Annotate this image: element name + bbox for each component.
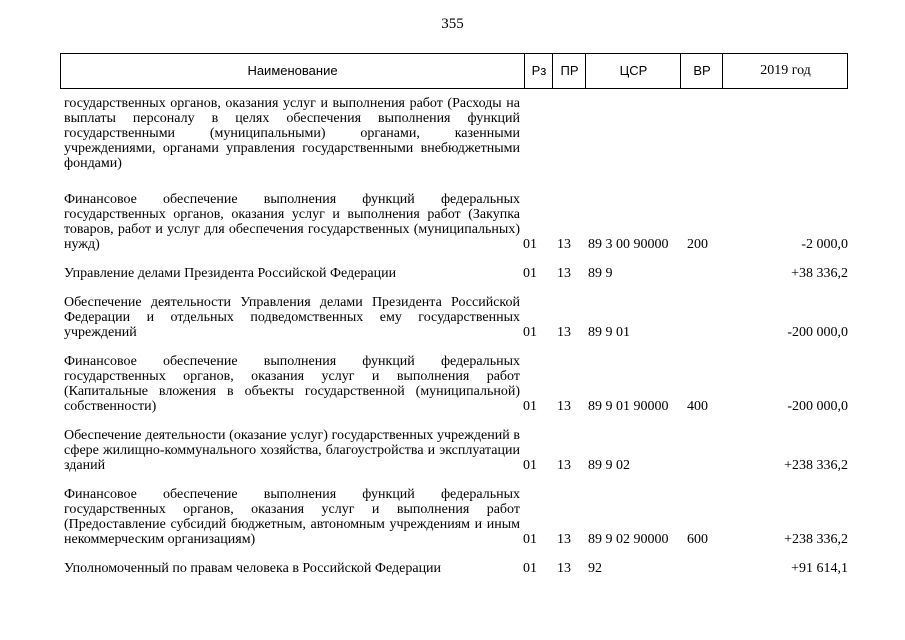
row-rz: 01 (523, 325, 537, 340)
row-vr: 200 (687, 237, 708, 252)
row-rz: 01 (523, 399, 537, 414)
table-row (0, 96, 905, 171)
row-rz: 01 (523, 266, 537, 281)
row-amount: +91 614,1 (791, 561, 848, 576)
row-pr: 13 (557, 266, 571, 281)
table-row (0, 428, 905, 473)
row-csr: 89 9 02 90000 (588, 532, 669, 547)
row-name: государственных органов, оказания услуг и выполнения работ (Расходы на выплаты персоналу в целях обеспечения выполнения функций государственными (муниципальными) органами, казенными учреждениями, органами управления государственными внебюджетными фондами) (64, 96, 520, 171)
row-rz: 01 (523, 561, 537, 576)
row-rz: 01 (523, 237, 537, 252)
table-header (60, 53, 848, 89)
row-csr: 89 9 01 (588, 325, 630, 340)
row-csr: 92 (588, 561, 602, 576)
header-csr: ЦСР (585, 54, 681, 88)
row-name: Обеспечение деятельности (оказание услуг) государственных учреждений в сфере жилищно-коммунального хозяйства, благоустройства и эксплуатации зданий (64, 428, 520, 473)
table-body (0, 96, 905, 590)
row-amount: +238 336,2 (784, 532, 848, 547)
table-row (0, 266, 905, 281)
header-year: 2019 год (722, 54, 848, 88)
row-amount: -200 000,0 (787, 399, 848, 414)
row-rz: 01 (523, 458, 537, 473)
table-row (0, 295, 905, 340)
table-row (0, 561, 905, 576)
row-csr: 89 9 (588, 266, 613, 281)
row-amount: -200 000,0 (787, 325, 848, 340)
row-name: Финансовое обеспечение выполнения функций федеральных государственных органов, оказания услуг и выполнения работ (Предоставление субсидий бюджетным, автономным учреждениям и иным некоммерческим организациям) (64, 487, 520, 547)
table-row (0, 192, 905, 252)
row-pr: 13 (557, 399, 571, 414)
row-pr: 13 (557, 237, 571, 252)
header-name: Наименование (247, 63, 338, 78)
table-row (0, 354, 905, 414)
row-amount: -2 000,0 (801, 237, 848, 252)
row-vr: 600 (687, 532, 708, 547)
header-vr: ВР (680, 54, 723, 88)
row-rz: 01 (523, 532, 537, 547)
table-row (0, 487, 905, 547)
row-name: Уполномоченный по правам человека в Российской Федерации (64, 561, 442, 576)
row-pr: 13 (557, 325, 571, 340)
row-pr: 13 (557, 532, 571, 547)
row-name: Финансовое обеспечение выполнения функций федеральных государственных органов, оказания услуг и выполнения работ (Капитальные вложения в объекты государственной (муниципальной) собственности) (64, 354, 520, 414)
page-number: 355 (441, 16, 464, 32)
row-csr: 89 3 00 90000 (588, 237, 669, 252)
row-name: Управление делами Президента Российской Федерации (64, 266, 397, 281)
row-csr: 89 9 02 (588, 458, 630, 473)
header-rz: Рз (524, 54, 553, 88)
row-name: Финансовое обеспечение выполнения функций федеральных государственных органов, оказания услуг и выполнения работ (Закупка товаров, работ и услуг для обеспечения государственных (муниципальных) нужд) (64, 192, 520, 252)
row-csr: 89 9 01 90000 (588, 399, 669, 414)
header-pr: ПР (552, 54, 586, 88)
row-pr: 13 (557, 561, 571, 576)
row-name: Обеспечение деятельности Управления делами Президента Российской Федерации и отдельных подведомственных ему государственных учреждений (64, 295, 520, 340)
row-pr: 13 (557, 458, 571, 473)
row-vr: 400 (687, 399, 708, 414)
row-amount: +38 336,2 (791, 266, 848, 281)
row-amount: +238 336,2 (784, 458, 848, 473)
